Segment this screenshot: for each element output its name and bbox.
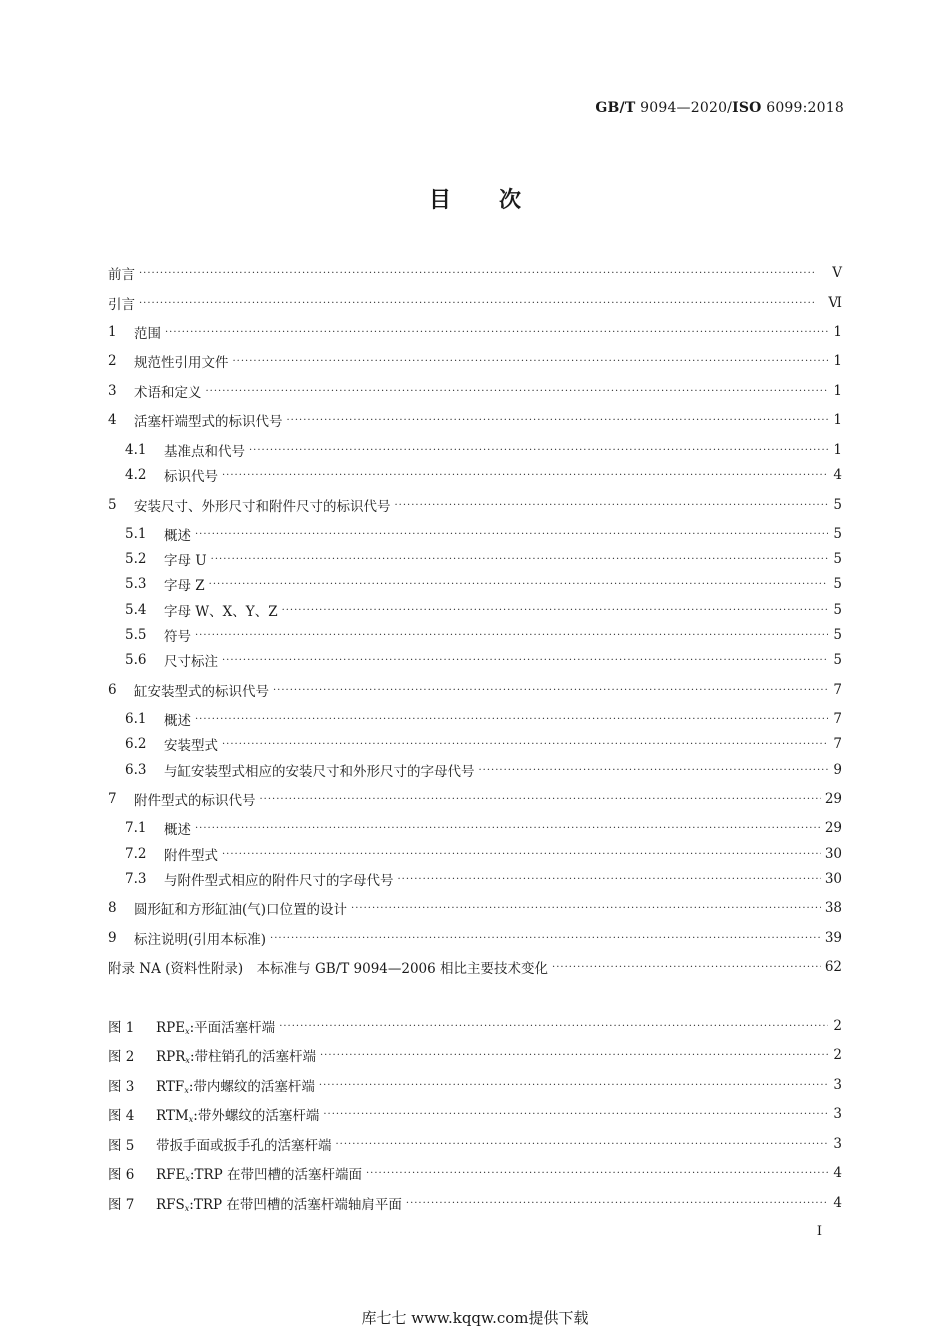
standard-code: GB/T 9094—2020/ISO 6099:2018 [595,100,844,116]
toc-entry[interactable]: 9 标注说明(引用本标准) ····· 39 [108,928,842,948]
figure-entry[interactable]: 图 1 $RPE_x$:平面活塞杆端 ····· 2 [108,1016,842,1036]
toc-subentry[interactable]: 6.3 与缸安装型式相应的安装尺寸和外形尺寸的字母代号 ····· 9 [108,760,842,780]
toc-subentry[interactable]: 7.1 概述 ····· 29 [108,818,842,838]
figure-entry[interactable]: 图 2 $RPR_x$:带柱销孔的活塞杆端 ····· 2 [108,1045,842,1065]
toc-subentry[interactable]: 5.5 符号 ····· 5 [108,625,842,645]
toc-entry[interactable]: 7 附件型式的标识代号 ····· 29 [108,789,842,809]
figure-entry[interactable]: 图 3 $RTF_x$:带内螺纹的活塞杆端 ····· 3 [108,1075,842,1095]
toc-subentry[interactable]: 5.1 概述 ····· 5 [108,524,842,544]
toc-entry[interactable]: 6 缸安装型式的标识代号 ····· 7 [108,680,842,700]
figure-entry[interactable]: 图 4 $RTM_x$:带外螺纹的活塞杆端 ····· 3 [108,1104,842,1124]
figure-entry[interactable]: 图 7 $RFS_x:TRP$ 在带凹槽的活塞杆端轴肩平面 ····· 4 [108,1193,842,1213]
toc-subentry[interactable]: 5.2 字母 U ····· 5 [108,549,842,569]
figure-entry[interactable]: 图 5 带扳手面或扳手孔的活塞杆端 ····· 3 [108,1134,842,1154]
toc-subentry[interactable]: 6.2 安装型式 ····· 7 [108,734,842,754]
toc-entry[interactable]: 3 术语和定义 ····· 1 [108,381,842,401]
footer-watermark: 库七七 www.kqqw.com提供下载 [361,1309,589,1327]
page-number: Ⅰ [816,1224,822,1239]
toc-subentry[interactable]: 4.2 标识代号 ····· 4 [108,465,842,485]
toc-entry[interactable]: 2 规范性引用文件 ····· 1 [108,351,842,371]
toc-entry-appendix[interactable]: 附录 NA (资料性附录) 本标准与 GB/T 9094—2006 相比主要技术变化 ····· 62 [108,957,842,977]
toc-entry[interactable]: 8 圆形缸和方形缸油(气)口位置的设计 ····· 38 [108,898,842,918]
toc-subentry[interactable]: 5.6 尺寸标注 ····· 5 [108,650,842,670]
toc-subentry[interactable]: 7.2 附件型式 ····· 30 [108,844,842,864]
toc-entry[interactable]: 4 活塞杆端型式的标识代号 ····· 1 [108,410,842,430]
toc-entry[interactable]: 前言 ····· Ⅴ [108,263,842,283]
toc-subentry[interactable]: 5.4 字母 W、X、Y、Z ····· 5 [108,600,842,620]
toc-subentry[interactable]: 5.3 字母 Z ····· 5 [108,574,842,594]
toc-entry[interactable]: 引言 ····· Ⅵ [108,293,842,313]
toc-entry[interactable]: 5 安装尺寸、外形尺寸和附件尺寸的标识代号 ····· 5 [108,495,842,515]
toc-subentry[interactable]: 6.1 概述 ····· 7 [108,709,842,729]
page-title: 目次 [428,188,569,213]
toc-subentry[interactable]: 7.3 与附件型式相应的附件尺寸的字母代号 ····· 30 [108,869,842,889]
toc-subentry[interactable]: 4.1 基准点和代号 ····· 1 [108,440,842,460]
toc-entry[interactable]: 1 范围 ····· 1 [108,322,842,342]
figure-entry[interactable]: 图 6 $RFE_x:TRP$ 在带凹槽的活塞杆端面 ····· 4 [108,1163,842,1183]
